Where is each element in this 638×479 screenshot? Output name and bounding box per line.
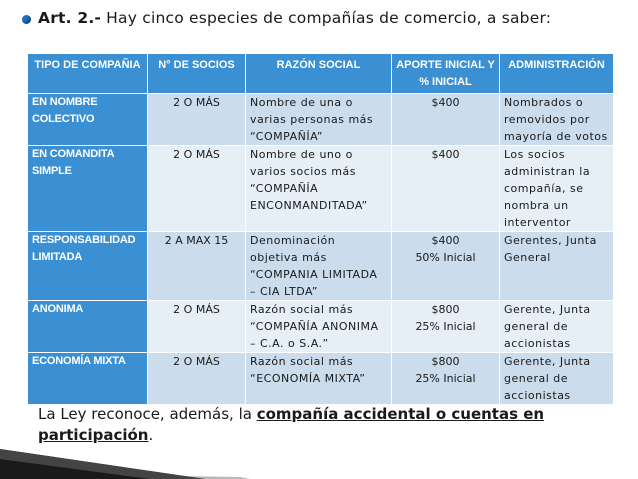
header-capital: APORTE INICIAL Y % INICIAL (392, 54, 500, 94)
cell-name (246, 94, 392, 146)
table-row (28, 353, 614, 405)
cell-partners: 2 O MÁS (148, 353, 246, 405)
cell-capital (392, 146, 500, 232)
capital-percent: 25% Inicial (415, 320, 476, 333)
header-type: TIPO DE COMPAÑIA (28, 54, 148, 94)
cell-capital (392, 94, 500, 146)
cell-admin (500, 232, 614, 301)
cell-name (246, 146, 392, 232)
capital-amount: $400 (431, 234, 460, 247)
article-heading (38, 9, 551, 27)
cell-name-text: Razón social más “COMPAÑÍA ANONIMA – C.A. o S.A.” (250, 303, 379, 350)
header-admin: ADMINISTRACIÓN (500, 54, 614, 94)
cell-partners: 2 O MÁS (148, 301, 246, 353)
capital-amount: $800 (431, 303, 460, 316)
company-types-table (27, 53, 614, 405)
cell-admin (500, 146, 614, 232)
table-row (28, 301, 614, 353)
cell-type: EN COMANDITA SIMPLE (28, 146, 148, 232)
cell-type: RESPONSABILIDAD LIMITADA (28, 232, 148, 301)
cell-admin-text: Gerentes, Junta General (504, 234, 597, 264)
header-partners: N° DE SOCIOS (148, 54, 246, 94)
cell-type: EN NOMBRE COLECTIVO (28, 94, 148, 146)
cell-name-text: Nombre de una o varias personas más “COMPAÑÍA” (250, 96, 374, 143)
footer-suffix: . (148, 426, 154, 444)
capital-amount: $400 (431, 148, 460, 161)
cell-admin-text: Gerente, Junta general de accionistas (504, 303, 591, 350)
cell-name (246, 301, 392, 353)
cell-admin-text: Gerente, Junta general de accionistas (504, 355, 591, 402)
cell-partners: 2 A MAX 15 (148, 232, 246, 301)
capital-percent: 25% Inicial (415, 372, 476, 385)
footer-prefix: La Ley reconoce, además, la (38, 405, 257, 423)
cell-admin (500, 94, 614, 146)
cell-admin-text: Nombrados o removidos por mayoría de votos (504, 96, 608, 143)
bullet-icon (22, 15, 31, 24)
cell-admin (500, 301, 614, 353)
cell-name-text: Denominación objetiva más “COMPANIA LIMITADA – CIA LTDA” (250, 234, 378, 298)
cell-name (246, 232, 392, 301)
table-row (28, 94, 614, 146)
cell-name (246, 353, 392, 405)
cell-admin (500, 353, 614, 405)
capital-percent: 50% Inicial (415, 251, 476, 264)
cell-capital (392, 232, 500, 301)
cell-partners: 2 O MÁS (148, 146, 246, 232)
decorative-wedge (0, 409, 260, 479)
cell-capital (392, 301, 500, 353)
cell-type: ECONOMÍA MIXTA (28, 353, 148, 405)
header-name: RAZÓN SOCIAL (246, 54, 392, 94)
capital-amount: $400 (431, 96, 460, 109)
capital-amount: $800 (431, 355, 460, 368)
table-row (28, 232, 614, 301)
cell-capital (392, 353, 500, 405)
table-header-row (28, 54, 614, 94)
table-row (28, 146, 614, 232)
cell-type: ANONIMA (28, 301, 148, 353)
footer-emphasis: compañía accidental o cuentas en participación (38, 405, 545, 444)
cell-admin-text: Los socios administran la compañía, se nombra un interventor (504, 148, 591, 229)
cell-name-text: Razón social más “ECONOMÍA MIXTA” (250, 355, 366, 385)
article-text: Hay cinco especies de compañías de comercio, a saber: (101, 9, 552, 27)
cell-partners: 2 O MÁS (148, 94, 246, 146)
article-number: Art. 2.- (38, 9, 102, 27)
cell-name-text: Nombre de uno o varios socios más “COMPAÑÍA ENCONMANDITADA” (250, 148, 368, 212)
